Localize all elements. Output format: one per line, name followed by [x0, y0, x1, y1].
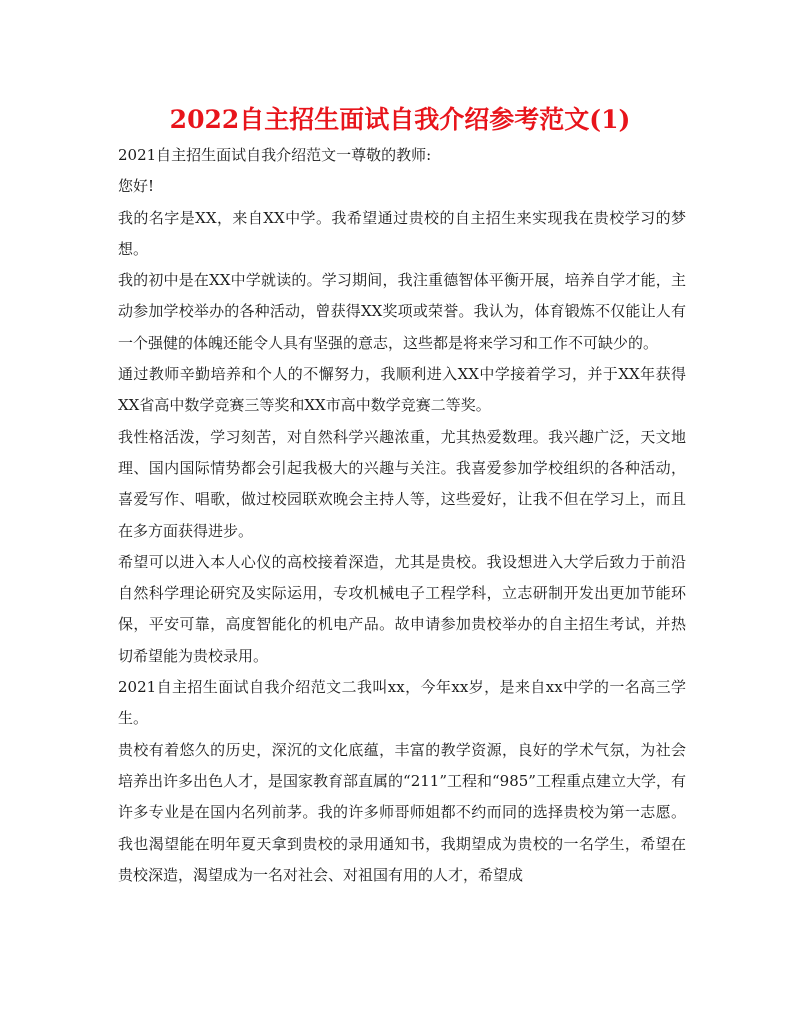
paragraph: 贵校有着悠久的历史，深沉的文化底蕴，丰富的教学资源，良好的学术气氛，为社会培养出许多出色人才，是国家教育部直属的“211”工程和“985”工程重点建立大学，有许多专业是在国内名列前茅。我的许多师哥师姐都不约而同的选择贵校为第一志愿。我也渴望能在明年夏天拿到贵校的录用通知书，我期望成为贵校的一名学生，希望在贵校深造，渴望成为一名对社会、对祖国有用的人才，希望成 — [118, 740, 686, 884]
paragraph: 您好! — [118, 177, 155, 196]
document-body — [118, 140, 686, 891]
document-title: 2022自主招生面试自我介绍参考范文(1) — [169, 105, 631, 134]
paragraph: 2021自主招生面试自我介绍范文一尊敬的教师: — [118, 146, 432, 164]
paragraph: 希望可以进入本人心仪的高校接着深造，尤其是贵校。我设想进入大学后致力于前沿自然科学理论研究及实际运用，专攻机械电子工程学科，立志研制开发出更加节能环保，平安可靠，高度智能化的机电产品。故申请参加贵校举办的自主招生考试，并热切希望能为贵校录用。 — [118, 552, 686, 665]
paragraph: 通过教师辛勤培养和个人的不懈努力，我顺利进入XX中学接着学习，并于XX年获得XX省高中数学竞赛三等奖和XX市高中数学竞赛二等奖。 — [118, 365, 686, 415]
paragraph: 我性格活泼，学习刻苦，对自然科学兴趣浓重，尤其热爱数理。我兴趣广泛，天文地理、国内国际情势都会引起我极大的兴趣与关注。我喜爱参加学校组织的各种活动，喜爱写作、唱歌，做过校园联欢晚会主持人等，这些爱好，让我不但在学习上，而且在多方面获得进步。 — [118, 427, 686, 540]
paragraph: 我的初中是在XX中学就读的。学习期间，我注重德智体平衡开展，培养自学才能，主动参加学校举办的各种活动，曾获得XX奖项或荣誉。我认为，体育锻炼不仅能让人有一个强健的体魄还能令人具有坚强的意志，这些都是将来学习和工作不可缺少的。 — [118, 271, 686, 352]
paragraph: 2021自主招生面试自我介绍范文二我叫xx，今年xx岁，是来自xx中学的一名高三学生。 — [118, 678, 686, 728]
paragraph: 我的名字是XX，来自XX中学。我希望通过贵校的自主招生来实现我在贵校学习的梦想。 — [118, 208, 686, 258]
